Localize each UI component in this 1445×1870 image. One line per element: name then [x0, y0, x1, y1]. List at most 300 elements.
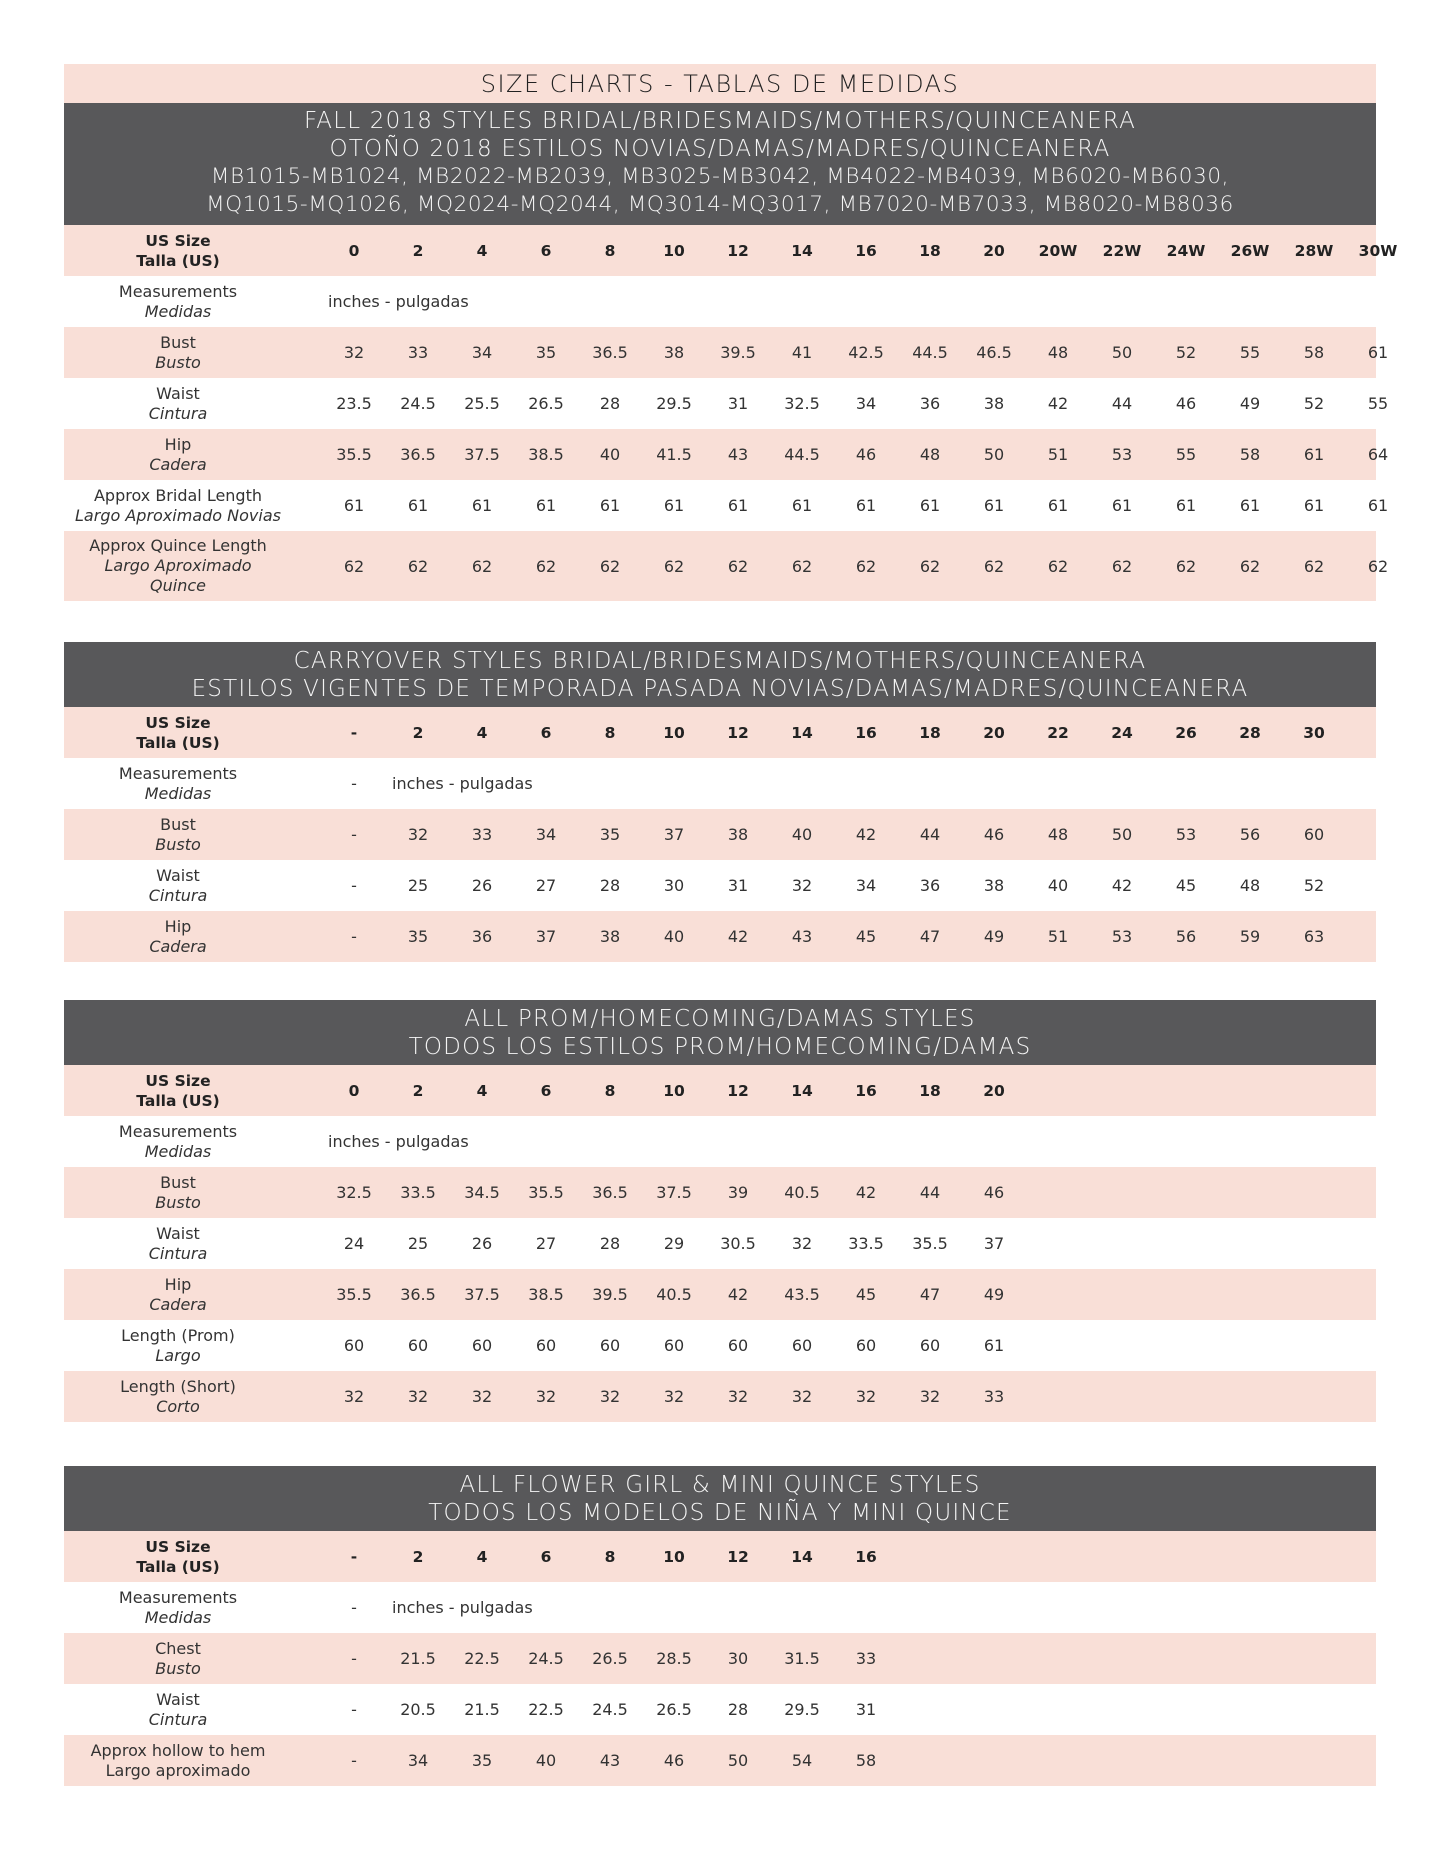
row-label: [64, 1218, 292, 1269]
measurement-value: 62: [1047, 556, 1069, 576]
size-column-header: 16: [855, 241, 877, 260]
measurement-value: 58: [855, 1751, 877, 1770]
measurement-row: [64, 1269, 1376, 1320]
measurement-row: [64, 1684, 1376, 1735]
measurement-value: 61: [1367, 496, 1389, 515]
size-header-row: [64, 707, 1376, 758]
label-es: Largo Aproximado: [104, 556, 252, 575]
measurement-value: 24.5: [528, 1649, 564, 1668]
size-column-header: 18: [919, 1081, 941, 1100]
measurement-value: 48: [919, 445, 941, 464]
measurement-value: 53: [1111, 445, 1133, 464]
measurement-value: 46: [983, 825, 1005, 844]
section-header: [64, 1000, 1376, 1065]
measurement-value: 61: [983, 1336, 1005, 1355]
measurement-value: 22.5: [528, 1700, 564, 1719]
size-column-header: 6: [540, 1081, 552, 1100]
measurement-value: 48: [1047, 825, 1069, 844]
measurement-value: 44: [919, 1183, 941, 1202]
measurement-value: 46: [855, 445, 877, 464]
label-en: Measurements: [118, 1121, 238, 1141]
size-column-header: 20W: [1038, 241, 1078, 260]
size-column-header: 14: [791, 723, 813, 742]
label-es: Cintura: [148, 1709, 208, 1729]
section-header-line: ESTILOS VIGENTES DE TEMPORADA PASADA NOVIAS/DAMAS/MADRES/QUINCEANERA: [191, 676, 1249, 702]
size-column-header: 18: [919, 723, 941, 742]
measurement-value: 62: [599, 556, 621, 576]
size-column-header: 2: [412, 1081, 424, 1100]
measurement-value: 35.5: [336, 445, 372, 464]
measurement-value: 36.5: [400, 1285, 436, 1304]
measurement-value: 42.5: [848, 343, 884, 362]
measurement-value: -: [351, 876, 357, 895]
row-label: [64, 758, 292, 809]
measurement-value: 37: [983, 1234, 1005, 1253]
label-en: Approx Bridal Length: [93, 485, 262, 505]
row-label: [64, 911, 292, 962]
label-es: Medidas: [144, 783, 212, 803]
label-es: Talla (US): [136, 1557, 220, 1576]
size-column-header: 12: [727, 1081, 749, 1100]
section-header: [64, 642, 1376, 707]
section-header: [64, 103, 1376, 225]
measurement-value: 62: [727, 556, 749, 576]
label-es: Cintura: [148, 403, 208, 423]
measurement-row: [64, 378, 1389, 429]
size-column-header: 8: [604, 1547, 616, 1566]
label-en: Bust: [160, 332, 196, 352]
label-en: Waist: [156, 865, 200, 885]
measurement-value: 33: [855, 1649, 877, 1668]
row-label: [64, 1684, 292, 1735]
measurement-value: 34: [855, 394, 877, 413]
label-en: Hip: [164, 916, 192, 936]
measurement-value: 58: [1303, 343, 1325, 362]
label-en: Measurements: [118, 281, 238, 301]
measurement-value: 39.5: [720, 343, 756, 362]
label-en: Waist: [156, 1223, 200, 1243]
measurement-value: 21.5: [464, 1700, 500, 1719]
measurement-value: 61: [1239, 496, 1261, 515]
units-note: inches - pulgadas: [328, 292, 469, 311]
measurement-value: 37: [535, 927, 557, 946]
size-column-header: 8: [604, 723, 616, 742]
measurement-value: 50: [1111, 343, 1133, 362]
label-en: Bust: [160, 1172, 196, 1192]
measurement-value: 49: [983, 1285, 1005, 1304]
section-header-line: CARRYOVER STYLES BRIDAL/BRIDESMAIDS/MOTHERS/QUINCEANERA: [293, 648, 1147, 674]
measurement-value: 21.5: [400, 1649, 436, 1668]
measurement-value: 61: [599, 496, 621, 515]
measurement-value: 44.5: [912, 343, 948, 362]
size-column-header: 4: [476, 241, 488, 260]
measurement-value: 37: [663, 825, 685, 844]
measurement-value: 38.5: [528, 445, 564, 464]
measurement-value: 34.5: [464, 1183, 500, 1202]
measurement-value: 25: [407, 1234, 429, 1253]
section-header-line: TODOS LOS MODELOS DE NIÑA Y MINI QUINCE: [428, 1500, 1012, 1526]
size-column-header: 2: [412, 723, 424, 742]
measurement-value: 40: [791, 825, 813, 844]
measurement-value: 40: [663, 927, 685, 946]
measurement-value: 43: [791, 927, 813, 946]
size-column-header: 20: [983, 1081, 1005, 1100]
measurement-value: 32: [343, 343, 365, 362]
measurement-value: -: [351, 825, 357, 844]
measurement-value: 61: [407, 496, 429, 515]
label-en: Approx hollow to hem: [90, 1740, 266, 1760]
measurement-value: 61: [343, 496, 365, 515]
measurement-value: 32: [791, 876, 813, 895]
measurement-value: 38: [983, 876, 1005, 895]
row-label: [64, 480, 292, 531]
measurement-value: 62: [1367, 556, 1389, 576]
measurement-value: 28: [599, 1234, 621, 1253]
measurement-value: 62: [1175, 556, 1197, 576]
measurement-value: 22.5: [464, 1649, 500, 1668]
measurement-value: 37.5: [464, 445, 500, 464]
size-column-header: 6: [540, 241, 552, 260]
size-column-header: 4: [476, 1547, 488, 1566]
label-en: US Size: [145, 1537, 211, 1556]
row-label: [64, 1269, 292, 1320]
measurement-value: 61: [919, 496, 941, 515]
row-label: [64, 1582, 292, 1633]
measurement-value: 37.5: [656, 1183, 692, 1202]
measurement-value: 48: [1239, 876, 1261, 895]
measurement-value: 62: [1303, 556, 1325, 576]
measurement-value: 25: [407, 876, 429, 895]
size-column-header: 16: [855, 1547, 877, 1566]
measurement-value: 43: [599, 1751, 621, 1770]
label-en: Measurements: [118, 1587, 238, 1607]
row-label: [64, 1167, 292, 1218]
size-column-header: -: [350, 1547, 358, 1566]
label-es: Talla (US): [136, 733, 220, 752]
measurement-value: 36.5: [400, 445, 436, 464]
measurement-value: 40.5: [784, 1183, 820, 1202]
measurement-value: 36.5: [592, 343, 628, 362]
measurement-value: 60: [599, 1336, 621, 1355]
measurement-value: 52: [1175, 343, 1197, 362]
row-label: [64, 1531, 292, 1582]
measurement-value: 31: [855, 1700, 877, 1719]
measurement-value: 40.5: [656, 1285, 692, 1304]
measurements-row: [64, 276, 1376, 327]
measurement-value: -: [351, 927, 357, 946]
measurement-value: 61: [1111, 496, 1133, 515]
measurement-value: 62: [1239, 556, 1261, 576]
size-column-header: 30W: [1358, 241, 1398, 260]
measurement-value: 35.5: [528, 1183, 564, 1202]
measurement-value: 47: [919, 927, 941, 946]
measurement-value: 60: [727, 1336, 749, 1355]
measurement-value: 31.5: [784, 1649, 820, 1668]
size-column-header: 24W: [1166, 241, 1206, 260]
measurement-value: 44: [1111, 394, 1133, 413]
measurement-value: 33: [983, 1387, 1005, 1406]
measurement-value: 45: [855, 927, 877, 946]
label-es: Cadera: [149, 1294, 207, 1314]
carryover-chart: [64, 642, 1376, 962]
measurement-value: 49: [1239, 394, 1261, 413]
size-column-header: 10: [663, 1547, 685, 1566]
measurement-row: [64, 1218, 1376, 1269]
measurement-value: 62: [407, 556, 429, 576]
size-column-header: 8: [604, 241, 616, 260]
section-header-line: MB1015-MB1024, MB2022-MB2039, MB3025-MB3042, MB4022-MB4039, MB6020-MB6030,: [210, 164, 1230, 189]
measurement-value: 41: [791, 343, 813, 362]
label-es: Busto: [155, 352, 201, 372]
size-column-header: 14: [791, 1081, 813, 1100]
measurement-value: 61: [983, 496, 1005, 515]
label-es: Busto: [155, 1192, 201, 1212]
measurement-value: 32: [919, 1387, 941, 1406]
label-es: Talla (US): [136, 251, 220, 270]
row-label: [64, 1116, 292, 1167]
row-label: [64, 809, 292, 860]
measurement-value: 62: [855, 556, 877, 576]
measurement-value: 58: [1239, 445, 1261, 464]
measurement-value: 35: [471, 1751, 493, 1770]
section-header-line: ALL FLOWER GIRL & MINI QUINCE STYLES: [459, 1472, 981, 1498]
measurement-value: 37.5: [464, 1285, 500, 1304]
size-column-header: 12: [727, 723, 749, 742]
measurement-value: 55: [1367, 394, 1389, 413]
measurement-value: 62: [983, 556, 1005, 576]
measurement-value: 32.5: [784, 394, 820, 413]
measurement-value: 32: [471, 1387, 493, 1406]
flower-girl-chart: [64, 1466, 1376, 1786]
measurement-value: 26.5: [656, 1700, 692, 1719]
row-label: [64, 1371, 292, 1422]
label-en: Approx Quince Length: [89, 536, 267, 555]
label-es: Medidas: [144, 1607, 212, 1627]
measurements-row: [64, 1582, 1376, 1633]
measurement-value: 61: [1047, 496, 1069, 515]
measurement-value: 45: [855, 1285, 877, 1304]
size-header-row: [64, 1065, 1376, 1116]
label-es: Cadera: [149, 936, 207, 956]
measurement-value: 61: [535, 496, 557, 515]
measurement-value: 28: [599, 394, 621, 413]
units-note: inches - pulgadas: [328, 1132, 469, 1151]
measurement-value: 32: [791, 1234, 813, 1253]
label-es: Largo Aproximado Novias: [75, 505, 281, 525]
measurement-value: 35.5: [912, 1234, 948, 1253]
section-header-line: MQ1015-MQ1026, MQ2024-MQ2044, MQ3014-MQ3017, MB7020-MB7033, MB8020-MB8036: [206, 192, 1234, 217]
measurement-value: 34: [535, 825, 557, 844]
measurement-row: [64, 429, 1389, 480]
measurement-row: [64, 327, 1389, 378]
measurement-value: 26: [471, 876, 493, 895]
measurement-value: 60: [535, 1336, 557, 1355]
measurement-value: 54: [791, 1751, 813, 1770]
measurement-value: 60: [343, 1336, 365, 1355]
measurement-value: 50: [1111, 825, 1133, 844]
measurement-value: 44: [919, 825, 941, 844]
size-column-header: 22W: [1102, 241, 1142, 260]
measurement-value: 35.5: [336, 1285, 372, 1304]
measurement-value: 29: [663, 1234, 685, 1253]
size-column-header: 24: [1111, 723, 1133, 742]
measurement-value: 60: [919, 1336, 941, 1355]
measurement-value: 32: [599, 1387, 621, 1406]
label-en: Chest: [155, 1638, 201, 1658]
label-en: Hip: [164, 1274, 192, 1294]
measurement-value: 42: [855, 1183, 877, 1202]
measurement-value: 29.5: [656, 394, 692, 413]
measurement-value: 36: [919, 394, 941, 413]
measurement-value: -: [351, 1649, 357, 1668]
measurement-row: [64, 1371, 1376, 1422]
measurement-value: 62: [791, 556, 813, 576]
measurement-value: 32: [727, 1387, 749, 1406]
size-column-header: 16: [855, 1081, 877, 1100]
measurement-value: 48: [1047, 343, 1069, 362]
measurement-value: 53: [1175, 825, 1197, 844]
measurement-row: [64, 911, 1376, 962]
measurement-value: 51: [1047, 445, 1069, 464]
measurement-value: 23.5: [336, 394, 372, 413]
size-column-header: 30: [1303, 723, 1325, 742]
row-label: [64, 1735, 292, 1786]
label-en: US Size: [145, 1071, 211, 1090]
measurement-value: 63: [1303, 927, 1325, 946]
size-column-header: 10: [663, 723, 685, 742]
label-es: Corto: [156, 1396, 200, 1416]
row-label: [64, 531, 292, 601]
measurement-value: 60: [791, 1336, 813, 1355]
measurement-value: 32.5: [336, 1183, 372, 1202]
measurement-value: 52: [1303, 876, 1325, 895]
label-en: Length (Prom): [121, 1325, 235, 1345]
measurement-value: 34: [407, 1751, 429, 1770]
measurement-value: 42: [727, 1285, 749, 1304]
fall-2018-chart: [64, 103, 1398, 601]
size-column-header: 12: [727, 1547, 749, 1566]
measurements-dash: -: [351, 774, 357, 793]
measurement-value: 32: [855, 1387, 877, 1406]
measurement-value: 44.5: [784, 445, 820, 464]
prom-chart: [64, 1000, 1376, 1422]
label-en: Waist: [156, 383, 200, 403]
measurement-value: 61: [663, 496, 685, 515]
measurement-value: 27: [535, 876, 557, 895]
size-column-header: 6: [540, 723, 552, 742]
measurement-value: 32: [791, 1387, 813, 1406]
measurement-value: 38: [983, 394, 1005, 413]
measurement-row: [64, 809, 1376, 860]
label-es: Medidas: [144, 1141, 212, 1161]
measurement-value: 35: [599, 825, 621, 844]
measurement-value: -: [351, 1700, 357, 1719]
section-header-line: OTOÑO 2018 ESTILOS NOVIAS/DAMAS/MADRES/QUINCEANERA: [329, 136, 1111, 162]
measurement-value: 39.5: [592, 1285, 628, 1304]
measurement-value: 32: [407, 825, 429, 844]
size-column-header: 2: [412, 241, 424, 260]
measurement-value: 33.5: [400, 1183, 436, 1202]
measurement-value: 30.5: [720, 1234, 756, 1253]
size-column-header: 16: [855, 723, 877, 742]
measurement-value: 43.5: [784, 1285, 820, 1304]
label-es: Talla (US): [136, 1091, 220, 1110]
size-column-header: 22: [1047, 723, 1069, 742]
row-label: [64, 225, 292, 276]
label-en: Waist: [156, 1689, 200, 1709]
measurement-row: [64, 531, 1389, 601]
measurement-value: 24.5: [400, 394, 436, 413]
measurement-row: [64, 1320, 1376, 1371]
section-header-line: FALL 2018 STYLES BRIDAL/BRIDESMAIDS/MOTHERS/QUINCEANERA: [303, 108, 1137, 134]
measurement-value: 62: [343, 556, 365, 576]
row-label: [64, 276, 292, 327]
measurement-value: 28.5: [656, 1649, 692, 1668]
size-column-header: 28: [1239, 723, 1261, 742]
measurement-value: 50: [727, 1751, 749, 1770]
label-es: Cintura: [148, 885, 208, 905]
measurement-value: 38: [727, 825, 749, 844]
row-label: [64, 327, 292, 378]
measurement-value: 46: [983, 1183, 1005, 1202]
measurement-value: 61: [791, 496, 813, 515]
measurement-value: 60: [855, 1336, 877, 1355]
row-label: [64, 1633, 292, 1684]
measurement-value: 35: [535, 343, 557, 362]
measurement-value: 46: [663, 1751, 685, 1770]
size-header-row: [64, 225, 1398, 276]
measurement-value: 26: [471, 1234, 493, 1253]
measurement-value: 32: [663, 1387, 685, 1406]
measurement-value: 24: [343, 1234, 365, 1253]
measurement-row: [64, 1735, 1376, 1786]
page-title-band: [64, 64, 1376, 103]
measurements-row: [64, 1116, 1376, 1167]
measurement-row: [64, 1167, 1376, 1218]
measurement-value: 62: [663, 556, 685, 576]
label-es: Quince: [150, 576, 206, 595]
measurement-value: 61: [471, 496, 493, 515]
label-es: Largo aproximado: [105, 1760, 251, 1780]
measurement-value: 61: [727, 496, 749, 515]
row-label: [64, 860, 292, 911]
size-column-header: 4: [476, 1081, 488, 1100]
measurement-value: 33: [471, 825, 493, 844]
measurement-value: 25.5: [464, 394, 500, 413]
label-en: US Size: [145, 713, 211, 732]
measurement-value: 36: [471, 927, 493, 946]
units-note: inches - pulgadas: [392, 1598, 533, 1617]
measurement-row: [64, 480, 1389, 531]
label-en: US Size: [145, 231, 211, 250]
units-note: inches - pulgadas: [392, 774, 533, 793]
measurement-value: 60: [1303, 825, 1325, 844]
measurement-value: 38: [663, 343, 685, 362]
label-es: Busto: [155, 1658, 201, 1678]
measurement-value: 56: [1239, 825, 1261, 844]
measurement-value: 33.5: [848, 1234, 884, 1253]
row-label: [64, 378, 292, 429]
measurement-value: 56: [1175, 927, 1197, 946]
measurements-dash: -: [351, 1598, 357, 1617]
measurement-value: 31: [727, 394, 749, 413]
measurement-value: 36.5: [592, 1183, 628, 1202]
section-header-line: TODOS LOS ESTILOS PROM/HOMECOMING/DAMAS: [408, 1034, 1032, 1060]
measurement-value: 62: [471, 556, 493, 576]
measurement-value: 60: [471, 1336, 493, 1355]
measurement-value: 47: [919, 1285, 941, 1304]
measurement-value: 40: [1047, 876, 1069, 895]
